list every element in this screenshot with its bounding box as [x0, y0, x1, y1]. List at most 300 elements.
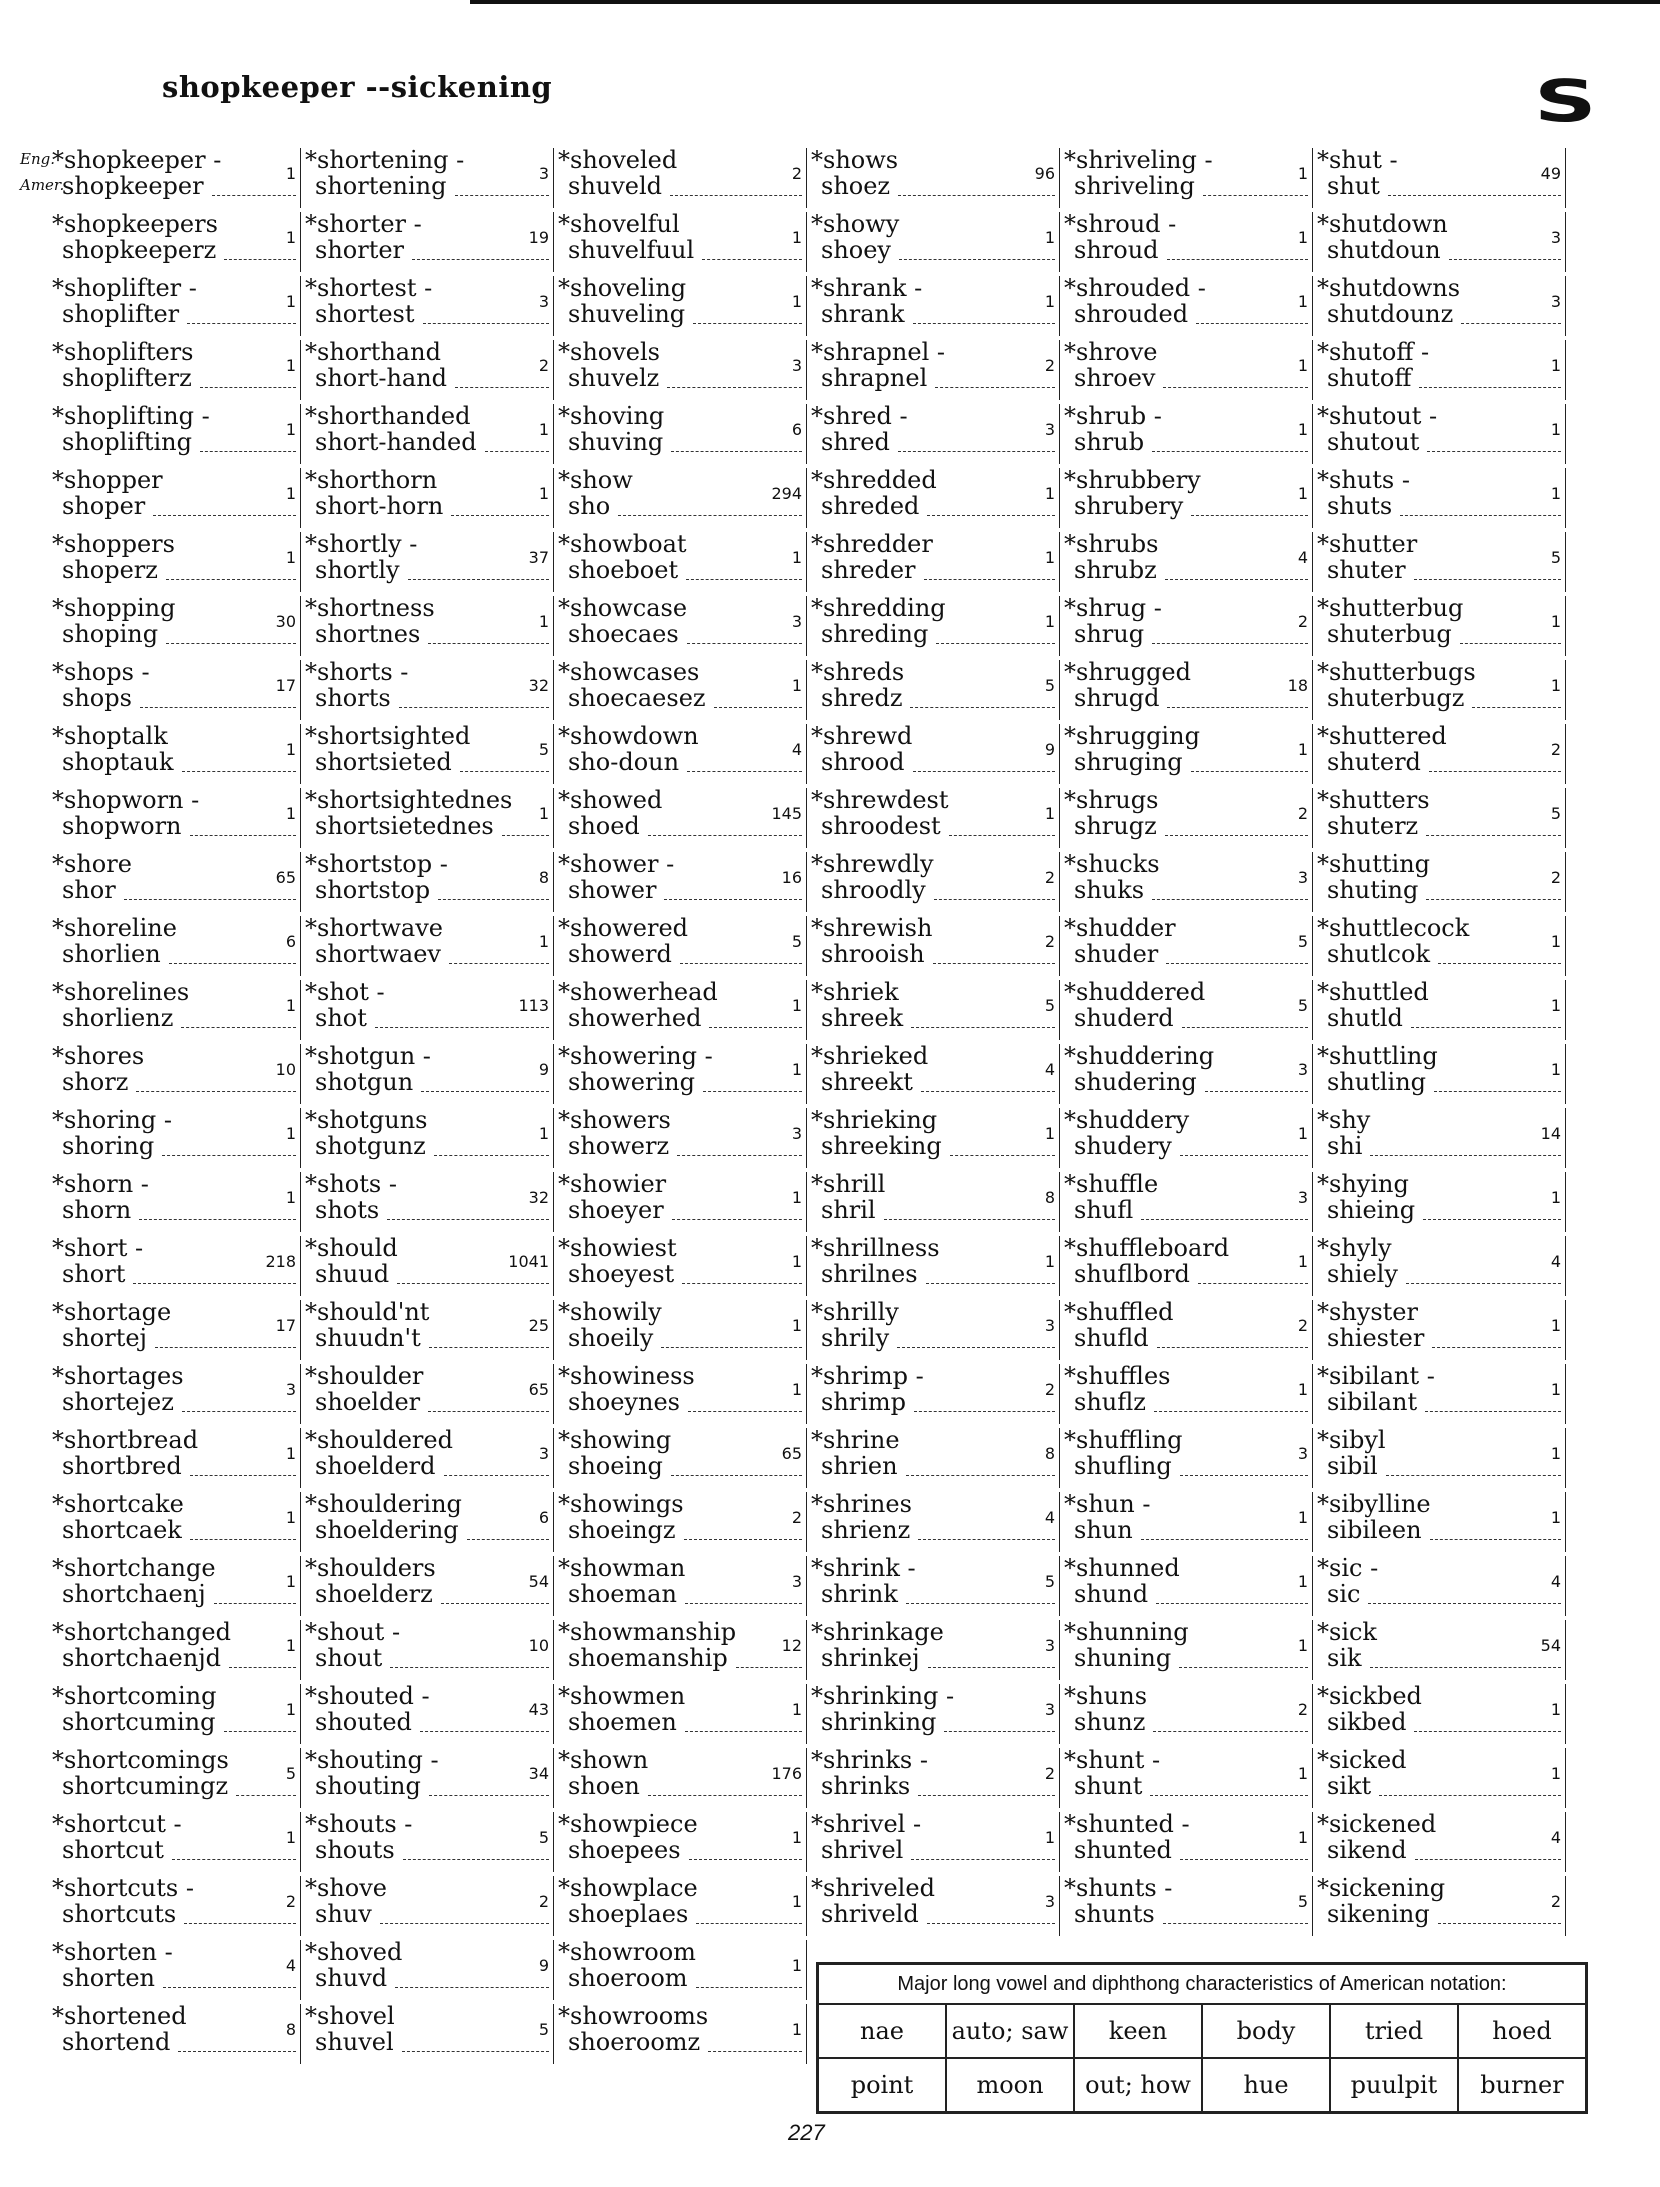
leader-dots: [178, 2051, 296, 2052]
leader-dots: [1191, 771, 1308, 772]
entry-count: 1: [791, 1828, 802, 1847]
entry-count: 3: [1297, 1188, 1308, 1207]
leader-dots: [133, 1283, 296, 1284]
entry-count: 3: [1044, 1892, 1055, 1911]
entry-word: *shortcake: [52, 1490, 184, 1518]
entry-spelling: shoplifting: [62, 428, 192, 456]
leader-dots: [1180, 1475, 1308, 1476]
leader-dots: [190, 1475, 296, 1476]
entry-count: 5: [1044, 1572, 1055, 1591]
entry-word: *sibilant -: [1317, 1362, 1435, 1390]
entry-count: 2: [1297, 1316, 1308, 1335]
entry-spelling: shriveld: [821, 1900, 919, 1928]
entry-spelling: shoeman: [568, 1580, 677, 1608]
entry-word: *sic -: [1317, 1554, 1379, 1582]
leader-dots: [685, 1603, 802, 1604]
entry-word: *shoplifting -: [52, 402, 210, 430]
leader-dots: [1163, 1923, 1308, 1924]
entry-word: *shows: [811, 146, 899, 174]
entry-count: 1: [285, 228, 296, 247]
entry-count: 1: [1550, 1060, 1561, 1079]
dictionary-entry: [1317, 1172, 1566, 1232]
leader-dots: [1152, 451, 1308, 452]
entry-word: *showers: [558, 1106, 671, 1134]
leader-dots: [949, 835, 1055, 836]
leader-dots: [187, 323, 296, 324]
dictionary-entry: [811, 660, 1060, 720]
entry-count: 1: [791, 1060, 802, 1079]
leader-dots: [1180, 1155, 1308, 1156]
entry-count: 3: [1550, 228, 1561, 247]
entry-word: *shrubs: [1064, 530, 1159, 558]
entry-word: *shot -: [305, 978, 385, 1006]
dictionary-entry: [811, 1876, 1060, 1936]
leader-dots: [677, 1155, 802, 1156]
entry-spelling: shuks: [1074, 876, 1145, 904]
entry-spelling: shot: [315, 1004, 367, 1032]
leader-dots: [686, 579, 802, 580]
dictionary-entry: [558, 1876, 807, 1936]
entry-word: *shriveled: [811, 1874, 935, 1902]
dictionary-entry: [558, 1556, 807, 1616]
entry-spelling: shreek: [821, 1004, 904, 1032]
entry-word: *shorthorn: [305, 466, 438, 494]
leader-dots: [934, 899, 1055, 900]
notation-legend: [816, 1962, 1588, 2114]
entry-count: 8: [538, 868, 549, 887]
entry-count: 1: [285, 356, 296, 375]
entry-count: 1: [791, 548, 802, 567]
entry-word: *shrinks -: [811, 1746, 928, 1774]
entry-word: *showered: [558, 914, 689, 942]
entry-spelling: sikt: [1327, 1772, 1372, 1800]
leader-dots: [670, 195, 802, 196]
dictionary-entry: [305, 788, 554, 848]
entry-word: *shovel: [305, 2002, 395, 2030]
entry-spelling: shoper: [62, 492, 146, 520]
entry-count: 2: [1297, 612, 1308, 631]
entry-spelling: short: [62, 1260, 126, 1288]
leader-dots: [224, 1731, 296, 1732]
dictionary-entry: [305, 660, 554, 720]
entry-word: *shrouded -: [1064, 274, 1206, 302]
entry-spelling: sibilant: [1327, 1388, 1418, 1416]
leader-dots: [1198, 1283, 1308, 1284]
leader-dots: [166, 579, 296, 580]
entry-count: 2: [1297, 804, 1308, 823]
dictionary-entry: [1317, 468, 1566, 528]
entry-count: 1: [1550, 1508, 1561, 1527]
entry-word: *shutterbugs: [1317, 658, 1476, 686]
entry-word: *shrubbery: [1064, 466, 1201, 494]
entry-word: *showman: [558, 1554, 686, 1582]
leader-dots: [664, 899, 802, 900]
dictionary-entry: [558, 1172, 807, 1232]
entry-spelling: shrooish: [821, 940, 925, 968]
entry-word: *shredding: [811, 594, 946, 622]
entry-word: *shortage: [52, 1298, 172, 1326]
entry-spelling: shrinking: [821, 1708, 937, 1736]
leader-dots: [933, 963, 1055, 964]
entry-count: 9: [538, 1956, 549, 1975]
entry-word: *shrewdest: [811, 786, 949, 814]
entry-word: *sickening: [1317, 1874, 1446, 1902]
dictionary-entry: [1064, 1108, 1313, 1168]
entry-word: *shutterbug: [1317, 594, 1464, 622]
entry-spelling: shortstop: [315, 876, 431, 904]
leader-dots: [1179, 1667, 1308, 1668]
page-header-range: shopkeeper --sickening: [162, 70, 553, 104]
entry-count: 294: [771, 484, 802, 503]
entry-spelling: shoelder: [315, 1388, 421, 1416]
entry-word: *shoulders: [305, 1554, 436, 1582]
entry-word: *showrooms: [558, 2002, 709, 2030]
leader-dots: [1152, 899, 1308, 900]
dictionary-entry: [52, 1556, 301, 1616]
entry-spelling: shufld: [1074, 1324, 1149, 1352]
entry-count: 4: [1550, 1252, 1561, 1271]
leader-dots: [402, 2051, 549, 2052]
leader-dots: [429, 1795, 549, 1796]
leader-dots: [1152, 643, 1308, 644]
leader-dots: [1157, 1347, 1308, 1348]
entry-word: *shoveled: [558, 146, 678, 174]
dictionary-entry: [811, 340, 1060, 400]
leader-dots: [703, 1091, 802, 1092]
entry-spelling: shred: [821, 428, 890, 456]
entry-spelling: shuv: [315, 1900, 372, 1928]
dictionary-entry: [811, 852, 1060, 912]
dictionary-entry: [1317, 1236, 1566, 1296]
entry-count: 12: [781, 1636, 802, 1655]
entry-count: 1: [285, 1124, 296, 1143]
entry-word: *sickened: [1317, 1810, 1437, 1838]
entry-word: *shuffles: [1064, 1362, 1171, 1390]
entry-count: 1: [1297, 1124, 1308, 1143]
entry-spelling: shortsieted: [315, 748, 452, 776]
entry-count: 1: [1550, 356, 1561, 375]
dictionary-entry: [1064, 1492, 1313, 1552]
entry-count: 65: [781, 1444, 802, 1463]
leader-dots: [944, 1731, 1055, 1732]
leader-dots: [927, 1923, 1055, 1924]
dictionary-entry: [558, 1364, 807, 1424]
entry-spelling: sik: [1327, 1644, 1362, 1672]
entry-count: 1: [1044, 484, 1055, 503]
entry-word: *shutoff -: [1317, 338, 1430, 366]
english-label: Eng.: [20, 150, 55, 168]
dictionary-entry: [811, 1300, 1060, 1360]
leader-dots: [924, 579, 1055, 580]
leader-dots: [927, 515, 1055, 516]
dictionary-entry: [811, 1044, 1060, 1104]
entry-count: 1: [1297, 1764, 1308, 1783]
entry-spelling: shuveling: [568, 300, 686, 328]
entry-word: *shrilly: [811, 1298, 899, 1326]
entry-count: 8: [1044, 1444, 1055, 1463]
entry-count: 5: [1550, 548, 1561, 567]
entry-word: *shunning: [1064, 1618, 1189, 1646]
entry-count: 3: [1550, 292, 1561, 311]
dictionary-entry: [52, 1428, 301, 1488]
entry-word: *shredder: [811, 530, 933, 558]
dictionary-entry: [811, 916, 1060, 976]
entry-word: *shuffled: [1064, 1298, 1174, 1326]
entry-word: *shoving: [558, 402, 665, 430]
entry-word: *shrimp -: [811, 1362, 924, 1390]
entry-word: *shriveling -: [1064, 146, 1213, 174]
entry-count: 1: [1550, 1188, 1561, 1207]
entry-word: *shrines: [811, 1490, 912, 1518]
entry-word: *shotgun -: [305, 1042, 431, 1070]
entry-word: *shrug -: [1064, 594, 1162, 622]
entry-count: 37: [528, 548, 549, 567]
entry-word: *shred -: [811, 402, 908, 430]
dictionary-entry: [305, 2004, 554, 2064]
entry-word: *shoulder: [305, 1362, 424, 1390]
entry-word: *showed: [558, 786, 663, 814]
leader-dots: [1430, 1539, 1561, 1540]
dictionary-entry: [1317, 660, 1566, 720]
entry-word: *shortsightednes: [305, 786, 513, 814]
dictionary-entry: [305, 1620, 554, 1680]
leader-dots: [897, 1347, 1055, 1348]
legend-cell: auto; saw: [947, 2005, 1075, 2057]
entry-spelling: shruging: [1074, 748, 1183, 776]
dictionary-entry: [52, 1492, 301, 1552]
entry-count: 1: [1550, 932, 1561, 951]
entry-spelling: short-handed: [315, 428, 477, 456]
leader-dots: [182, 1411, 296, 1412]
entry-word: *showmanship: [558, 1618, 737, 1646]
entry-spelling: shiester: [1327, 1324, 1425, 1352]
leader-dots: [182, 771, 296, 772]
entry-word: *show: [558, 466, 633, 494]
entry-word: *shut -: [1317, 146, 1398, 174]
leader-dots: [1426, 899, 1561, 900]
dictionary-entry: [52, 276, 301, 336]
entry-word: *shun -: [1064, 1490, 1151, 1518]
dictionary-entry: [305, 916, 554, 976]
entry-spelling: shuving: [568, 428, 664, 456]
entry-word: *showcase: [558, 594, 688, 622]
dictionary-entry: [52, 404, 301, 464]
entry-count: 1: [285, 1828, 296, 1847]
leader-dots: [1196, 323, 1308, 324]
entry-spelling: shortwaev: [315, 940, 441, 968]
entry-spelling: sikening: [1327, 1900, 1430, 1928]
entry-spelling: shoeboet: [568, 556, 679, 584]
dictionary-entry: [1064, 404, 1313, 464]
legend-cell: hoed: [1492, 2017, 1552, 2045]
entry-spelling: shortcut: [62, 1836, 164, 1864]
entry-spelling: shril: [821, 1196, 876, 1224]
leader-dots: [1406, 1283, 1561, 1284]
entry-word: *shoplifter -: [52, 274, 197, 302]
leader-dots: [455, 387, 549, 388]
entry-spelling: shuterd: [1327, 748, 1421, 776]
dictionary-entry: [1064, 1236, 1313, 1296]
entry-count: 6: [538, 1508, 549, 1527]
entry-count: 1: [1550, 484, 1561, 503]
entry-count: 1: [1550, 612, 1561, 631]
entry-count: 1: [1550, 1380, 1561, 1399]
entry-count: 54: [528, 1572, 549, 1591]
entry-spelling: shoeplaes: [568, 1900, 689, 1928]
entry-count: 17: [275, 1316, 296, 1335]
leader-dots: [928, 1667, 1055, 1668]
entry-spelling: shrink: [821, 1580, 898, 1608]
leader-dots: [935, 387, 1055, 388]
entry-count: 1: [1297, 740, 1308, 759]
entry-spelling: shoeing: [568, 1452, 663, 1480]
leader-dots: [1425, 1411, 1561, 1412]
entry-count: 30: [275, 612, 296, 631]
leader-dots: [685, 1731, 802, 1732]
dictionary-entry: [1317, 1812, 1566, 1872]
legend-row-2: [819, 2059, 1585, 2111]
leader-dots: [1438, 963, 1561, 964]
entry-spelling: shotgunz: [315, 1132, 426, 1160]
entry-spelling: shriveling: [1074, 172, 1195, 200]
dictionary-entry: [558, 468, 807, 528]
dictionary-entry: [305, 532, 554, 592]
entry-spelling: shuts: [1327, 492, 1393, 520]
entry-spelling: shoemanship: [568, 1644, 728, 1672]
entry-word: *shops -: [52, 658, 150, 686]
leader-dots: [412, 259, 549, 260]
dictionary-entry: [811, 1684, 1060, 1744]
entry-word: *shuddering: [1064, 1042, 1215, 1070]
dictionary-entry: [1064, 1556, 1313, 1616]
leader-dots: [684, 1539, 802, 1540]
entry-spelling: shoeingz: [568, 1516, 676, 1544]
leader-dots: [184, 1923, 296, 1924]
leader-dots: [429, 1347, 549, 1348]
entry-word: *shucks: [1064, 850, 1160, 878]
entry-word: *shortcomings: [52, 1746, 229, 1774]
dictionary-entry: [1064, 1748, 1313, 1808]
dictionary-entry: [1317, 852, 1566, 912]
entry-count: 1: [285, 996, 296, 1015]
entry-word: *shuttling: [1317, 1042, 1438, 1070]
entry-count: 2: [538, 1892, 549, 1911]
dictionary-entry: [811, 212, 1060, 272]
leader-dots: [224, 259, 296, 260]
entry-word: *shortcuts -: [52, 1874, 194, 1902]
leader-dots: [449, 963, 549, 964]
entry-count: 2: [285, 1892, 296, 1911]
dictionary-entry: [558, 404, 807, 464]
entry-spelling: shudering: [1074, 1068, 1197, 1096]
entry-word: *shore: [52, 850, 132, 878]
entry-spelling: shieing: [1327, 1196, 1416, 1224]
entry-count: 5: [538, 1828, 549, 1847]
dictionary-entry: [1064, 852, 1313, 912]
entry-count: 5: [1297, 932, 1308, 951]
entry-count: 3: [791, 1572, 802, 1591]
entry-count: 5: [538, 2020, 549, 2039]
entry-word: *showdown: [558, 722, 699, 750]
entry-word: *shotguns: [305, 1106, 428, 1134]
entry-word: *should: [305, 1234, 398, 1262]
entry-count: 4: [285, 1956, 296, 1975]
entry-spelling: shroev: [1074, 364, 1156, 392]
entry-spelling: shutdounz: [1327, 300, 1454, 328]
entry-word: *shopper: [52, 466, 163, 494]
entry-word: *shortchanged: [52, 1618, 231, 1646]
dictionary-entry: [558, 1748, 807, 1808]
leader-dots: [671, 451, 802, 452]
leader-dots: [1156, 1603, 1308, 1604]
dictionary-entry: [811, 1812, 1060, 1872]
leader-dots: [212, 195, 296, 196]
dictionary-entry: [1064, 276, 1313, 336]
dictionary-entry: [558, 1236, 807, 1296]
entry-word: *shorelines: [52, 978, 190, 1006]
leader-dots: [1167, 259, 1308, 260]
dictionary-entry: [811, 1620, 1060, 1680]
leader-dots: [166, 643, 296, 644]
leader-dots: [485, 451, 549, 452]
entry-spelling: shoperz: [62, 556, 158, 584]
entry-word: *shrugged: [1064, 658, 1191, 686]
leader-dots: [139, 1219, 296, 1220]
entry-word: *shrink -: [811, 1554, 916, 1582]
entry-count: 2: [1044, 356, 1055, 375]
entry-count: 2: [1044, 868, 1055, 887]
entry-word: *shunt -: [1064, 1746, 1161, 1774]
entry-word: *shoptalk: [52, 722, 168, 750]
entry-spelling: shortej: [62, 1324, 147, 1352]
entry-word: *shrillness: [811, 1234, 940, 1262]
entry-spelling: shi: [1327, 1132, 1363, 1160]
dictionary-entry: [52, 852, 301, 912]
entry-word: *shouted -: [305, 1682, 430, 1710]
dictionary-entry: [1317, 1876, 1566, 1936]
entry-count: 1: [1044, 1252, 1055, 1271]
entry-spelling: shoptauk: [62, 748, 174, 776]
dictionary-entry: [305, 1428, 554, 1488]
entry-spelling: shortchaenjd: [62, 1644, 222, 1672]
entry-word: *showering -: [558, 1042, 713, 1070]
entry-word: *shrinking -: [811, 1682, 955, 1710]
leader-dots: [1370, 1667, 1561, 1668]
leader-dots: [1165, 579, 1308, 580]
dictionary-entry: [1317, 788, 1566, 848]
leader-dots: [1419, 387, 1561, 388]
dictionary-entry: [1064, 468, 1313, 528]
leader-dots: [911, 1027, 1055, 1028]
entry-word: *showboat: [558, 530, 687, 558]
leader-dots: [696, 1923, 802, 1924]
dictionary-entry: [558, 532, 807, 592]
entry-count: 1: [791, 228, 802, 247]
entry-count: 2: [538, 356, 549, 375]
entry-count: 3: [1297, 868, 1308, 887]
entry-count: 1: [538, 1124, 549, 1143]
dictionary-entry: [1064, 1684, 1313, 1744]
dictionary-entry: [558, 1684, 807, 1744]
dictionary-entry: [305, 1748, 554, 1808]
entry-spelling: shuterbug: [1327, 620, 1452, 648]
dictionary-entry: [558, 596, 807, 656]
entry-spelling: shuterz: [1327, 812, 1419, 840]
entry-word: *shredded: [811, 466, 937, 494]
dictionary-entry: [811, 1172, 1060, 1232]
entry-spelling: shrubery: [1074, 492, 1184, 520]
entry-spelling: shunz: [1074, 1708, 1146, 1736]
